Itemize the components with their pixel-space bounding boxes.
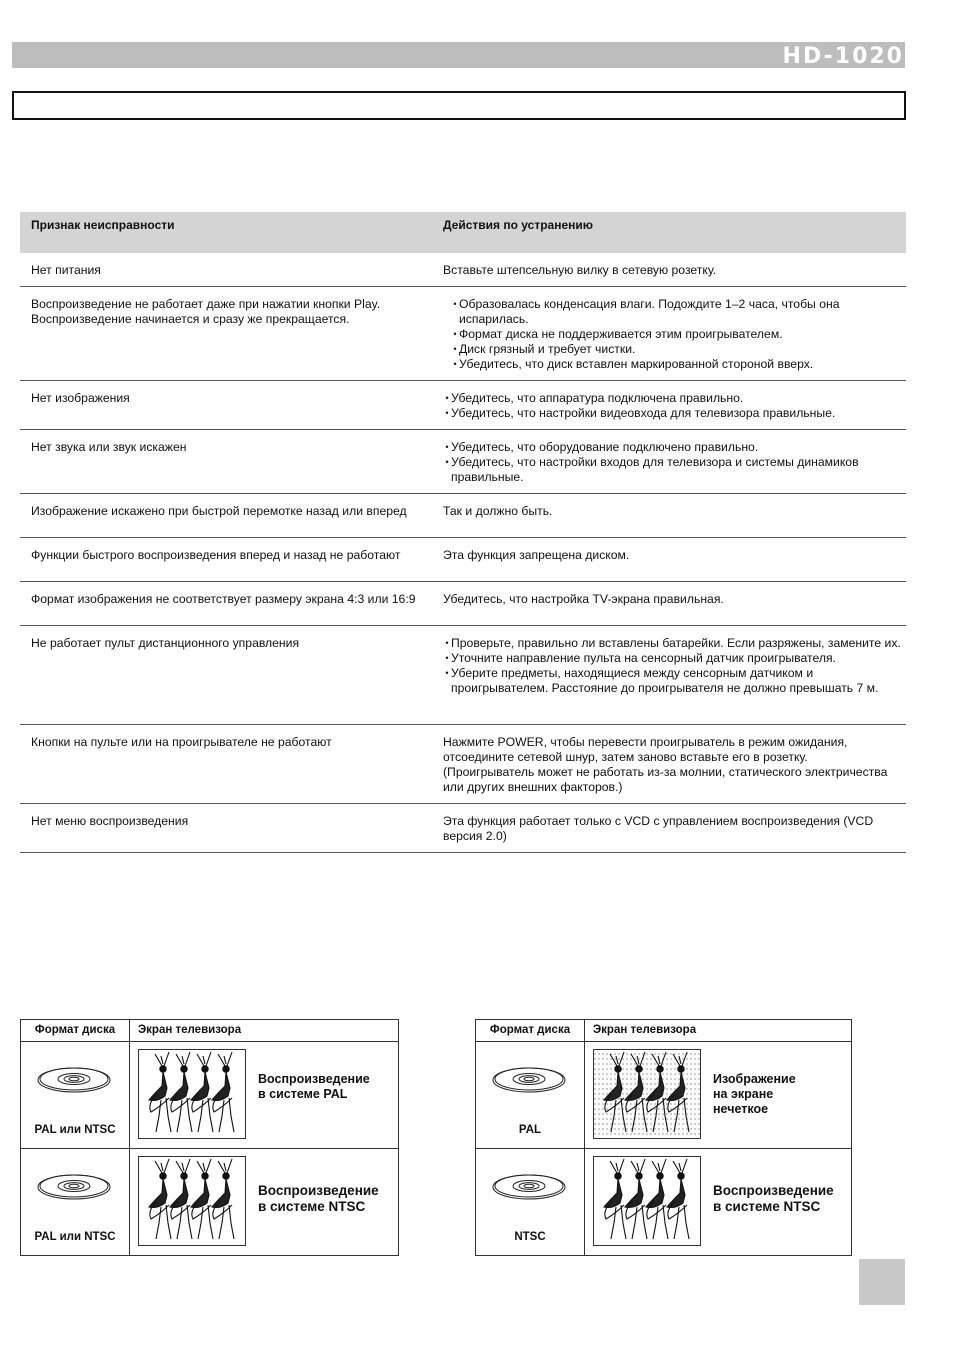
table-row (20, 381, 906, 430)
format-row (21, 1148, 398, 1255)
table-row (20, 538, 906, 582)
screen-cell (585, 1042, 851, 1148)
dancers-illustration (139, 1157, 245, 1245)
table-row (20, 287, 906, 381)
action-text: Убедитесь, что оборудование подключено правильно. (451, 440, 759, 454)
action-bullet: • Образовалась конденсация влаги. Подождите 1–2 часа, чтобы она испарилась. (443, 297, 902, 327)
playback-description: Воспроизведение в системе NTSC (713, 1183, 834, 1214)
symptom-cell: Нет меню воспроизведения (31, 814, 189, 828)
action-text: Убедитесь, что настройки видеовхода для телевизора правильные. (451, 406, 836, 420)
action-text: Убедитесь, что аппаратура подключена правильно. (451, 391, 744, 405)
column-header-symptom: Признак неисправности (31, 218, 175, 232)
action-bullet: • Проверьте, правильно ли вставлены батарейки. Если разряжены, замените их. (445, 636, 901, 650)
action-cell (432, 381, 906, 429)
table-row (20, 253, 906, 287)
action-bullet: • Убедитесь, что настройки видеовхода для телевизора правильные. (443, 406, 902, 421)
disc-icon (492, 1066, 568, 1098)
troubleshooting-table (20, 212, 906, 853)
action-cell (432, 494, 906, 537)
playback-description: Воспроизведение в системе PAL (258, 1072, 370, 1101)
disc-format-table-left (20, 1019, 399, 1256)
symptom-cell: Формат изображения не соответствует размеру экрана 4:3 или 16:9 (31, 592, 416, 606)
table-header (20, 212, 906, 253)
playback-description: Воспроизведение в системе NTSC (258, 1183, 379, 1214)
disc-format-label: PAL или NTSC (34, 1124, 116, 1136)
table-row (20, 494, 906, 538)
disc-format-table-right (475, 1019, 852, 1256)
screen-cell (130, 1149, 398, 1255)
action-cell (432, 287, 906, 380)
disc-format-label: NTSC (514, 1231, 546, 1243)
disc-cell (476, 1149, 585, 1255)
format-row (476, 1042, 851, 1148)
action-cell (432, 725, 906, 803)
table-row (20, 582, 906, 626)
action-text: Образовалась конденсация влаги. Подождите 1–2 часа, чтобы она испарилась. (459, 297, 840, 326)
dancers-illustration (594, 1157, 700, 1245)
disc-format-label: PAL или NTSC (34, 1231, 116, 1243)
tv-screen-picture (138, 1156, 246, 1246)
screen-cell (585, 1149, 851, 1255)
action-text: Эта функция работает только с VCD с управлением воспроизведения (VCD версия 2.0) (443, 814, 874, 843)
action-cell (432, 582, 906, 625)
action-text: Убедитесь, что настройки входов для телевизора и системы динамиков правильные. (451, 455, 859, 484)
disc-icon (37, 1066, 113, 1098)
action-bullet: • Диск грязный и требует чистки. (443, 342, 902, 357)
action-text: Нажмите POWER, чтобы перевести проигрыватель в режим ожидания, отсоедините сетевой шнур, затем заново вставьте его в розетку. (Проигрыватель может не работать из-за молнии, статического электричества или других внешних факторов.) (443, 735, 888, 794)
action-bullet: • Формат диска не поддерживается этим проигрывателем. (443, 327, 902, 342)
symptom-cell: Не работает пульт дистанционного управления (31, 636, 300, 650)
action-bullet: • Убедитесь, что диск вставлен маркированной стороной вверх. (443, 357, 902, 372)
action-text: Диск грязный и требует чистки. (459, 342, 636, 356)
dancers-illustration (139, 1050, 245, 1138)
action-bullet: • Уточните направление пульта на сенсорный датчик проигрывателя. (443, 651, 902, 666)
table-row (20, 804, 906, 853)
format-table-header (21, 1020, 398, 1042)
table-row (20, 626, 906, 725)
playback-description: Изображение на экране нечеткое (713, 1072, 796, 1116)
action-text: Проверьте, правильно ли вставлены батарейки. Если разряжены, замените их. (451, 636, 901, 650)
table-row (20, 725, 906, 804)
action-text: Уточните направление пульта на сенсорный датчик проигрывателя. (451, 651, 836, 665)
disc-cell (476, 1042, 585, 1148)
action-cell (432, 804, 906, 852)
tv-screen-picture (593, 1049, 701, 1139)
action-bullet: • Уберите предметы, находящиеся между сенсорным датчиком и проигрывателем. Расстояние до проигрывателя не должно превышать 7 м. (443, 666, 902, 696)
disc-format-label: PAL (518, 1124, 542, 1136)
table-row (20, 430, 906, 494)
action-cell (432, 253, 906, 286)
disc-icon (37, 1173, 113, 1205)
action-cell (432, 626, 906, 724)
screen-cell (130, 1042, 398, 1148)
symptom-cell: Воспроизведение не работает даже при нажатии кнопки Play. Воспроизведение начинается и сразу же прекращается. (31, 297, 381, 326)
action-text: Уберите предметы, находящиеся между сенсорным датчиком и проигрывателем. Расстояние до проигрывателя не должно превышать 7 м. (451, 666, 879, 695)
symptom-cell: Функции быстрого воспроизведения вперед и назад не работают (31, 548, 401, 562)
column-header-disc-format: Формат диска (21, 1020, 130, 1041)
disc-icon (492, 1173, 568, 1205)
column-header-tv-screen: Экран телевизора (593, 1024, 697, 1036)
tv-screen-picture (138, 1049, 246, 1139)
symptom-cell: Нет изображения (31, 391, 130, 405)
header-bar (12, 42, 905, 68)
action-bullet: • Убедитесь, что настройки входов для телевизора и системы динамиков правильные. (443, 455, 902, 485)
column-header-tv-screen: Экран телевизора (138, 1024, 242, 1036)
tv-screen-picture (593, 1156, 701, 1246)
disc-cell (21, 1042, 130, 1148)
symptom-cell: Нет звука или звук искажен (31, 440, 187, 454)
action-text: Формат диска не поддерживается этим проигрывателем. (459, 327, 783, 341)
column-header-disc-format: Формат диска (476, 1020, 585, 1041)
format-table-header (476, 1020, 851, 1042)
action-text: Убедитесь, что диск вставлен маркированной стороной вверх. (459, 357, 814, 371)
action-bullet: • Убедитесь, что оборудование подключено правильно. (443, 440, 902, 455)
action-cell (432, 538, 906, 581)
symptom-cell: Нет питания (31, 263, 101, 277)
action-cell (432, 430, 906, 493)
column-header-action: Действия по устранению (443, 218, 594, 232)
format-row (476, 1148, 851, 1255)
action-text: Так и должно быть. (443, 504, 553, 518)
symptom-cell: Кнопки на пульте или на проигрывателе не работают (31, 735, 332, 749)
section-title-box (12, 91, 906, 120)
dancers-illustration (594, 1050, 700, 1138)
action-text: Убедитесь, что настройка TV-экрана правильная. (443, 592, 724, 606)
action-text: Эта функция запрещена диском. (443, 548, 630, 562)
action-bullet: • Убедитесь, что аппаратура подключена правильно. (443, 391, 902, 406)
page-number-box (859, 1259, 905, 1305)
action-text: Вставьте штепсельную вилку в сетевую розетку. (443, 263, 717, 277)
symptom-cell: Изображение искажено при быстрой перемотке назад или вперед (31, 504, 407, 518)
disc-cell (21, 1149, 130, 1255)
model-name: HD-1020 (782, 44, 904, 69)
format-row (21, 1042, 398, 1148)
